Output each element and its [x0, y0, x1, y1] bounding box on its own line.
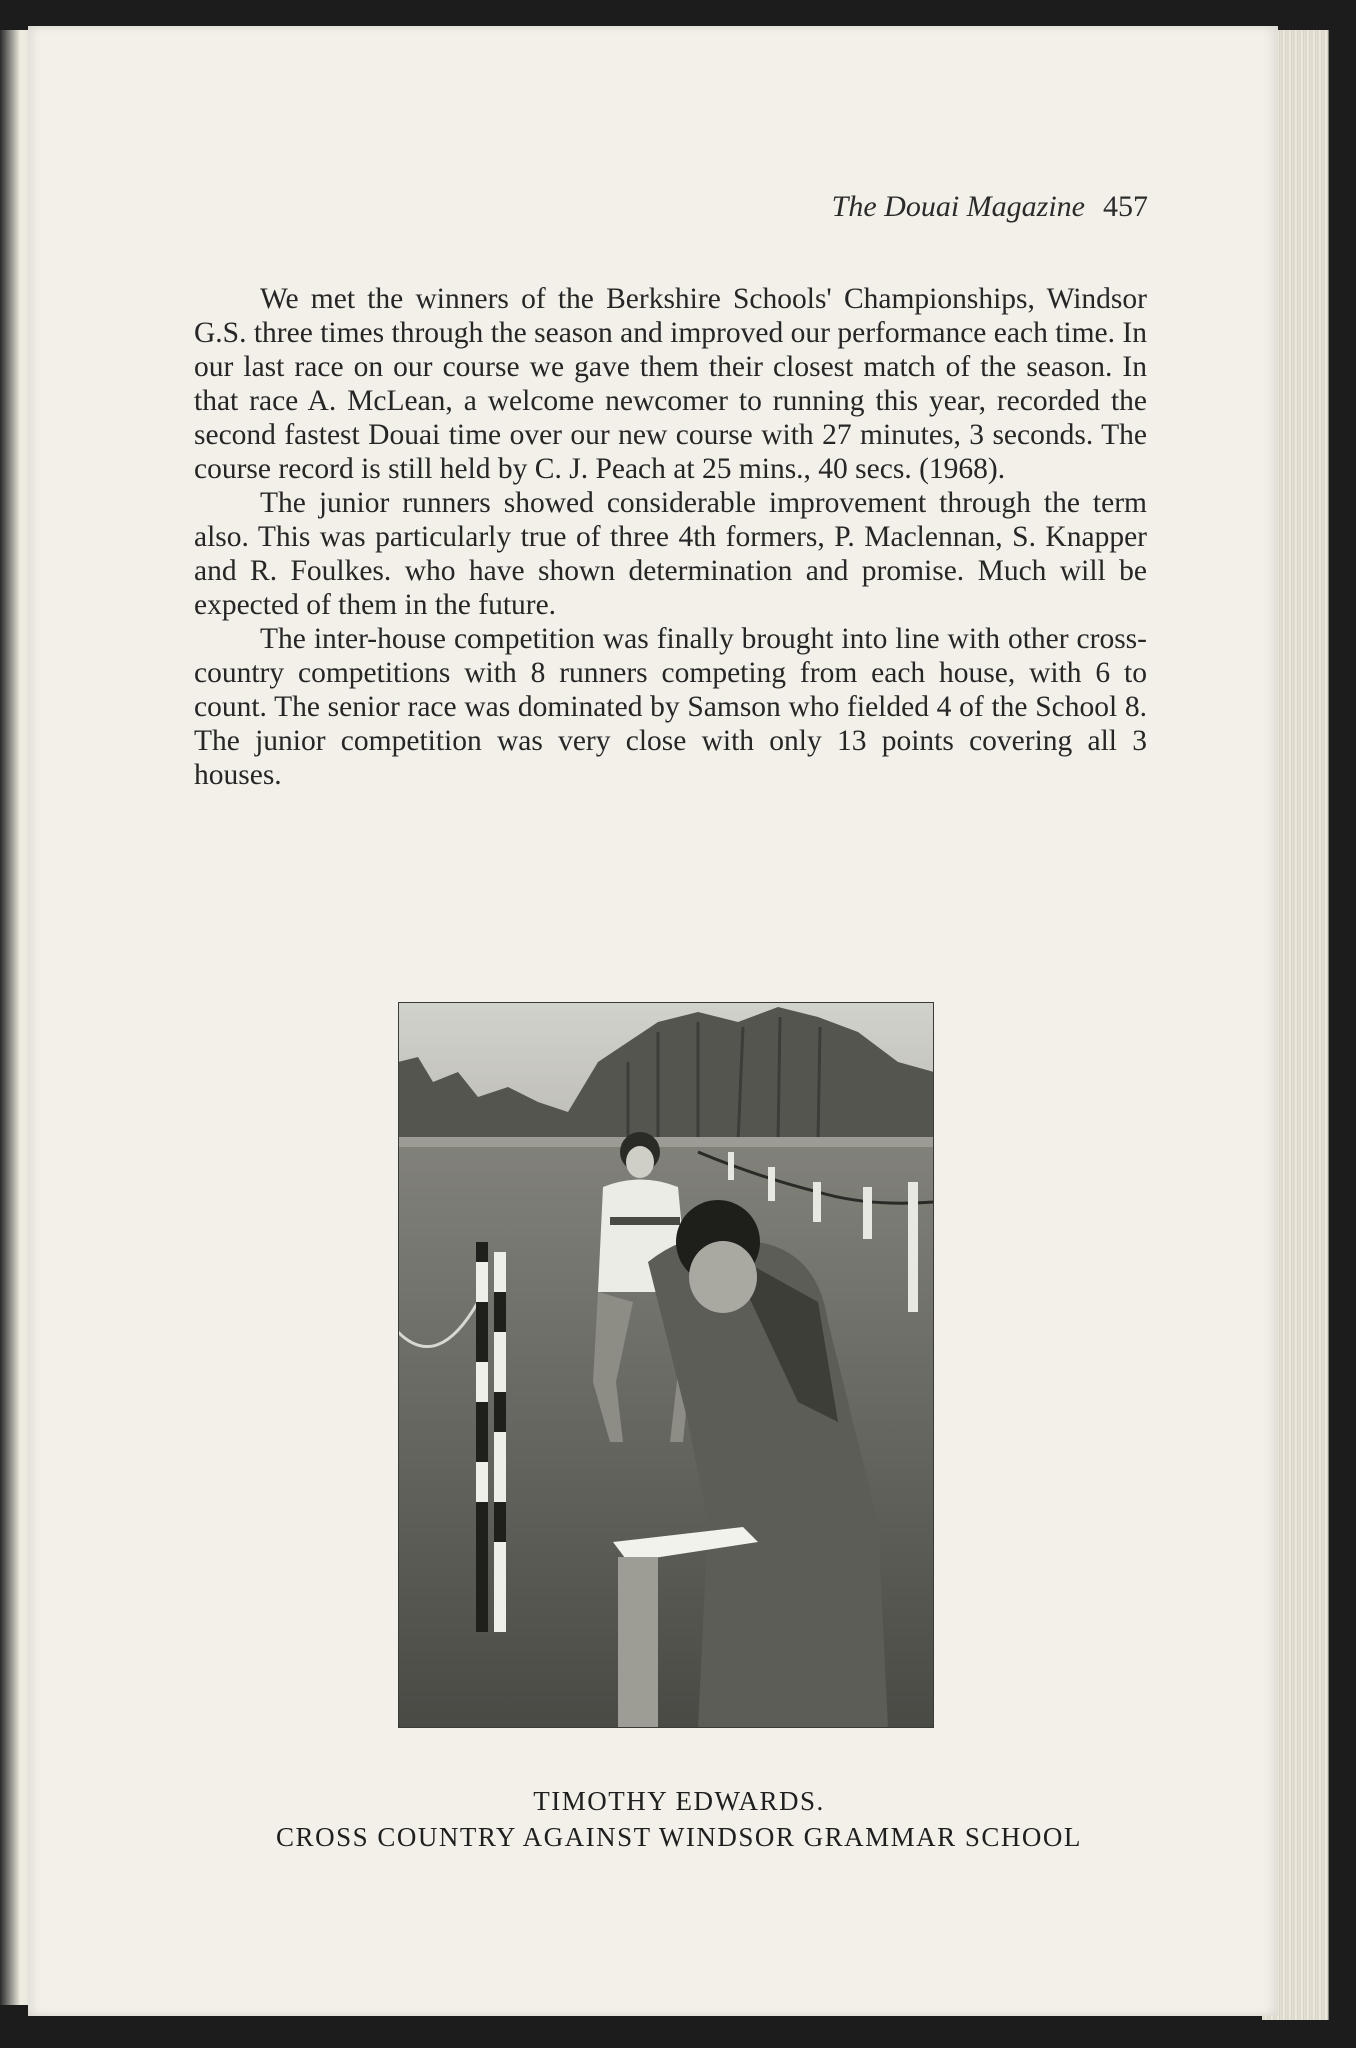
photo-caption-name: TIMOTHY EDWARDS. [533, 1786, 825, 1816]
magazine-page [28, 26, 1278, 2016]
journal-title: The Douai Magazine [831, 190, 1085, 223]
paragraph-windsor-races: We met the winners of the Berkshire Schools' Championships, Windsor G.S. three times through the season and improved our performance each time. In our last race on our course we gave them their closest match of the season. In that race A. McLean, a welcome newcomer to running this year, recorded the second fastest Douai time over our new course with 27 minutes, 3 seconds. The course record is still held by C. J. Peach at 25 mins., 40 secs. (1968). [194, 283, 1147, 485]
paragraph-inter-house: The inter-house competition was finally brought into line with other cross-country competitions with 8 runners competing from each house, with 6 to count. The senior race was dominated by Samson who fielded 4 of the School 8. The junior competition was very close with only 13 points covering all 3 houses. [194, 623, 1147, 791]
paragraph-junior-runners: The junior runners showed considerable improvement through the term also. This was particularly true of three 4th formers, P. Maclennan, S. Knapper and R. Foulkes. who have shown determination and promise. Much will be expected of them in the future. [194, 487, 1147, 621]
article-body [194, 282, 1147, 792]
page-number: 457 [1103, 190, 1148, 223]
photo-caption-event: CROSS COUNTRY AGAINST WINDSOR GRAMMAR SCHOOL [276, 1822, 1082, 1852]
cross-country-photo [398, 1002, 934, 1728]
running-header [728, 190, 1148, 224]
photo-illustration [398, 1002, 934, 1728]
